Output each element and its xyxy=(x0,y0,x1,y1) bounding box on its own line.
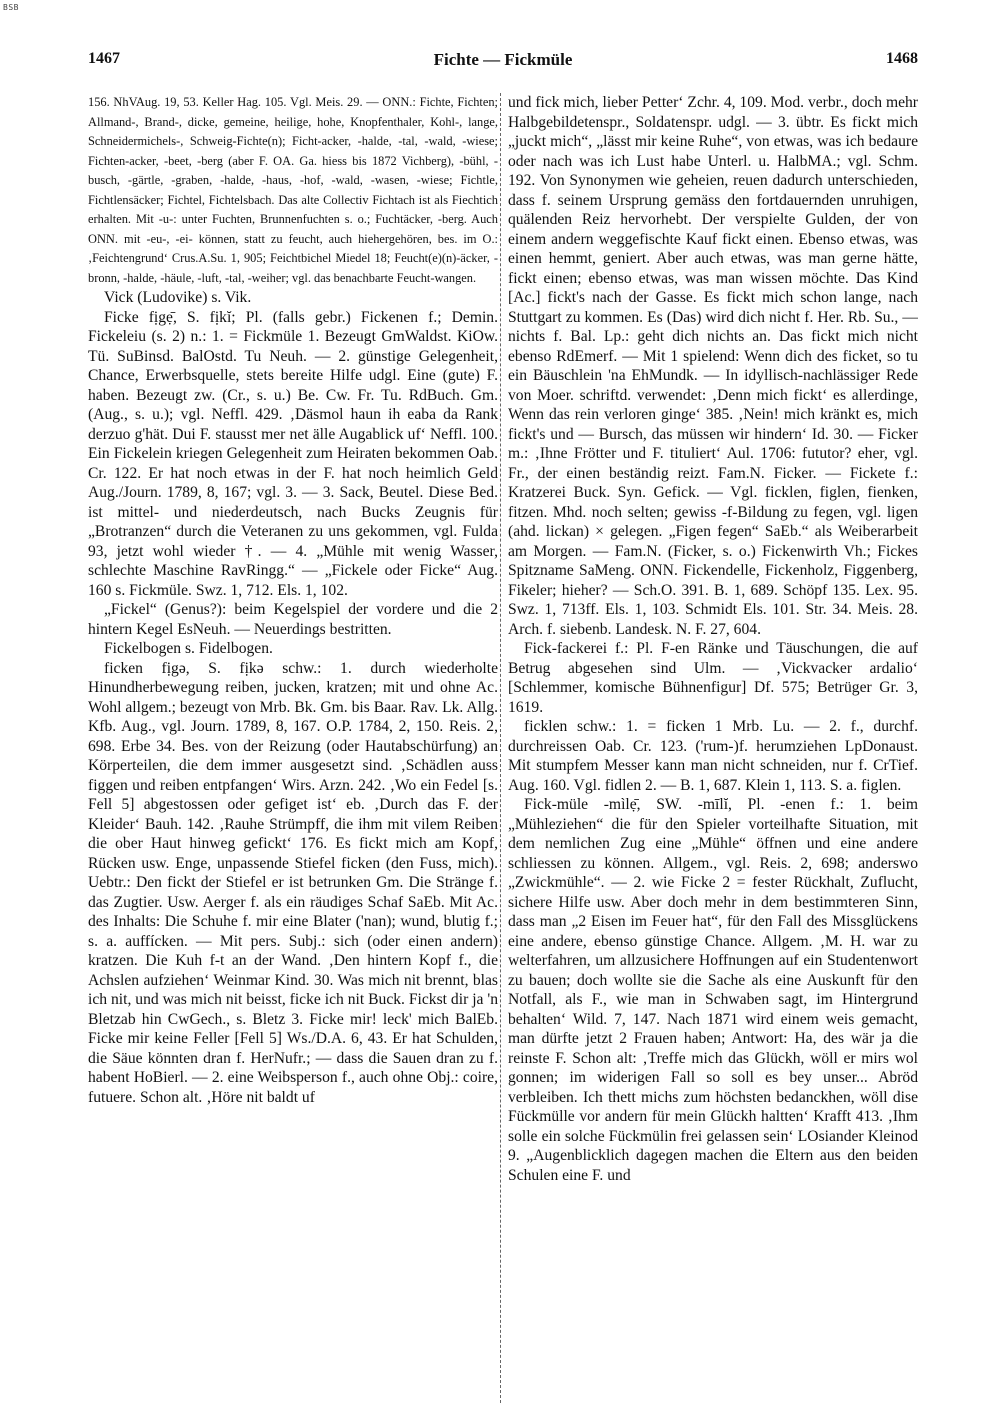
dictionary-entry: Ficke fịgẹ̄, S. fịkĭ; Pl. (falls gebr.) Fickenen f.; Demin. Fickeleiu (s. 2) n.: 1. = Fickmüle 1. Bezeugt GmWaldst. KiOw. Tü. SuBinsd. BalOstd. Tu Neuh. — 2. günstige Gelegenheit, Chance, Erwerbsquelle, stets bereite Hilfe udgl. Eine (gute) F. haben. Bezeugt zw. (Cr., s. u.) Be. Cw. Fr. Tu. RdBuch. Gm. (Aug., s. u.); vgl. Neffl. 429. ‚Däsmol haun ih eaba da Rank derzuo g'hät. Dui F. stausst mer net älle Augablick uf‘ Neffl. 100. Ein Fickelein kriegen Gelegenheit zum Heiraten bekommen Oab. Cr. 122. Er hat noch etwas in der F. hat noch heimlich Geld Aug./Journ. 1789, 8, 167; vgl. 3. — 3. Sack, Beutel. Diese Bed. ist mittel- und niederdeutsch, nach Bucks Zeugnis für „Brotranzen“ durch die Veteranen zu uns gekommen, vgl. Fulda 93, jetzt wohl wieder †. — 4. „Mühle mit wenig Wasser, schlechte Maschine RavRingg.“ — „Fickele oder Ficke“ Aug. 160 s. Fickmüle. Swz. 1, 712. Els. 1, 102. xyxy=(88,308,498,599)
dictionary-entry: ficklen schw.: 1. = ficken 1 Mrb. Lu. — 2. f., durchf. durchreissen Oab. Cr. 123. ('rum-)f. herumziehen LpDonaust. Mit stumpfem Messer kann man nicht schneiden, nur f. CrTief. Aug. 160. Vgl. fidlen 2. — B. 1, 687. Klein 1, 113. S. a. figlen. xyxy=(508,718,918,794)
left-column xyxy=(88,93,498,1403)
dictionary-entry: Fick-fackerei f.: Pl. F-en Ränke und Täuschungen, die auf Betrug abgesehen sind Ulm. — ‚Vickvacker ardalio‘ [Schlemmer, komische Bühnenfigur] Df. 575; Betrüger Gr. 3, 1619. xyxy=(508,640,918,716)
library-stamp: BSB xyxy=(3,3,19,12)
running-title: Fichte — Fickmüle xyxy=(433,50,573,69)
dictionary-entry: Fick-müle -mìlẹ̄, SW. -mīlĭ, Pl. -enen f.: 1. beim „Mühleziehen“ die für den Spieler vorteilhafte Situation, mit dem nemlichen Zug eine „Mühle“ öffnen und eine andere schliessen zu können. Allgem., vgl. Reis. 2, 698; anderswo „Zwickmühle“. — 2. wie Ficke 2 = fester Rückhalt, Zuflucht, sichere Hilfe usw. Aber doch mehr in dem bestimmteren Sinn, dass man „2 Eisen im Feuer hat“, für den Fall des Missglückens eine andere, ebenso günstige Chance. Allgem. ‚M. H. war zu welterfahren, um allzusichere Hoffnungen auf ein Studentenwort zu bauen; doch wollte sie die Sache als eine Auskunft für den Notfall, als F., wie man in Schwaben sagt, im Hintergrund behalten‘ Wild. 7, 147. Nach 1871 wird einem weis gemacht, man dürfte jetzt 2 Frauen haben; Antwort: Ha, des wär ja die reinste F. Schon alt: ‚Treffe mich das Glückh, wöll er mirs wol gonnen; im widerigen Fall so soll es bey unser... Abröd verbleiben. Ich thett michs zum höchsten bedanckhen, wöll dise Fückmülle vor andern für mein Glückh haltten‘ Krafft 413. ‚Ihm solle ein solche Fückmülin frei gelassen sein‘ LOsiander Kleinod 9. „Augenblicklich dagegen machen die Eltern aus den beiden Schulen eine F. und xyxy=(508,796,918,1184)
dictionary-entry: Fickelbogen s. Fidelbogen. xyxy=(104,640,273,657)
dictionary-entry: „Fickel“ (Genus?): beim Kegelspiel der vordere und die 2 hintern Kegel EsNeuh. — Neuerdings bestritten. xyxy=(88,601,498,638)
column-divider xyxy=(500,93,501,1403)
page-header xyxy=(88,50,918,74)
right-column xyxy=(508,93,918,1403)
dictionary-entry: und fick mich, lieber Petter‘ Zchr. 4, 109. Mod. verbr., doch mehr Halbgebildetenspr., Soldatenspr. udgl. — 3. übtr. Es fickt mich „juckt mich“, „lässt mir keine Ruhe“, von etwas, was ich bedaure oder nach was ich Lust habe Unterl. u. HalbMA.; vgl. Schm. 192. Von Synonymen wie geheien, reuen dadurch unterschieden, dass f. seinem Ursprung gemäss den fortdauernden unruhigen, quälenden Reiz hervorhebt. Der verspielte Gulden, der von einem andern weggefischte Kauf fickt einen. Ebenso etwas, was einen hemmt, geniert. Aber auch etwas, was man gerne hätte, fickt einen; ebenso etwas, was man wissen möchte. Das Kind [Ac.] fickt's nach der Gasse. Es fickt mich schon lange, nach Stuttgart zu kommen. Es (Das) wird dich nicht f. Her. Rb. Su., — nichts f. Bal. Lp.: geht dich nichts an. Das fickt mich nicht ebenso RdEmerf. — Mit 1 spielend: Wenn dich des ficket, so tu ein Bäuschlein 'na EhMundk. — In idyllisch-nachlässiger Rede von Moer. schriftd. verwendet: ‚Denn mich fickt‘ es allerdinge, Wenn das rein verloren ginge‘ 385. ‚Nein! mich kränkt es, mich fickt's und — Bursch, das müssen wir hindern‘ Id. 30. — Ficker m.: ‚Ihne Frötter und F. tituliert‘ Aul. 1706: fututor? eher, vgl. Fr., der einen beständig reizt. Fam.N. Ficker. — Fickete f.: Kratzerei Buck. Syn. Gefick. — Vgl. ficklen, figlen, fienken, fitzen. Mhd. noch selten; gewiss -f-Bildung zu fegen, vgl. ligen (ahd. lickan) × gelegen. „Figen fegen“ SaEb.“ als Weiberarbeit am Morgen. — Fam.N. (Ficker, s. o.) Fickenwirth Vh.; Fickes Spitzname SaMeng. ONN. Fickendelle, Fickenholz, Figgenberg, Fikeler; hieher? — Sch.O. 391. B. 1, 689. Schöpf 135. Lex. 95. Swz. 1, 713ff. Els. 1, 103. Schmidt Els. 101. Str. 34. Meis. 28. Arch. f. siebenb. Landesk. N. F. 27, 604. xyxy=(508,94,918,638)
left-page-number: 1467 xyxy=(88,50,120,67)
dictionary-entry: 156. NhVAug. 19, 53. Keller Hag. 105. Vgl. Meis. 29. — ONN.: Fichte, Fichten; Allmand-, Brand-, dicke, gemeine, heilige, hohe, Knopfenthaler, Kohl-, lange, Schneidermichels-, Schweig-Fichte(n); Ficht-acker, -halde, -tal, -wald, -wiese; Fichten-acker, -beet, -berg (aber F. OA. Ga. hiess bis 1872 Vichberg), -bühl, -busch, -gärtle, -graben, -halde, -haus, -hof, -wald, -wasen, -wiese; Fichtle, Fichtlensäcker; Fichtel, Fichtelsbach. Das alte Collectiv Fichtach ist als Fiechtich erhalten. Mit -u-: unter Fuchten, Brunnenfuchten s. o.; Fuchtäcker, -berg. Auch ONN. mit -eu-, -ei- können, statt zu feucht, auch hiehergehören, bes. im O.: ‚Feichtengrund‘ Crus.A.Su. 1, 905; Feichtbichel Miedel 18; Feucht(e)(n)-äcker, -bronn, -halde, -häule, -luft, -tal, -weiher; vgl. das benachbarte Feucht-wangen. xyxy=(88,95,498,285)
dictionary-entry: Vick (Ludovike) s. Vik. xyxy=(104,289,252,306)
dictionary-entry: ficken fịgə, S. fịkə schw.: 1. durch wiederholte Hinundherbewegung reiben, jucken, kratzen; mit und ohne Ac. Wohl allgem.; bezeugt von Mrb. Bk. Gm. bis Baar. Rav. Lk. Allg. Kfb. Aug., vgl. Journ. 1789, 8, 167. O.P. 1784, 2, 150. Reis. 2, 698. Erbe 34. Bes. von der Reizung (oder Hautabschürfung) an Körperteilen, die dem immer ausgesetzt sind. ‚Schädlen auss figgen und reiben entpfangen‘ Wirs. Arzn. 242. ‚Wo ein Fedel [s. Fell 5] abgestossen oder gefiget ist‘ eb. ‚Durch das F. der Kleider‘ Bauh. 142. ‚Rauhe Strümpff, die ihm mit vilem Reiben die ober Haut hinweg gefickt‘ 176. Es fickt mich am Kopf, Rücken usw. Enge, unpassende Stiefel ficken (den Fuss, mich). Uebtr.: Den fickt der Stiefel er ist betrunken Gm. Die Stränge f. das Zugtier. Usw. Aerger f. als ein räudiges Schaf SaEb. Mit Ac. des Inhalts: Die Schuhe f. mir eine Blater ('nan); wund, blutig f.; s. a. auffícken. — Mit pers. Subj.: sich (oder einen andern) kratzen. Die Kuh f-t an der Wand. ‚Den hintern Kopf f., die Achslen aufziehen‘ Weinmar Kind. 30. Was mich nit brennt, blas ich nit, und was mich nit beisst, ficke ich nit Buck. Fickst dir ja 'n Bletzab hin CwGech., s. Bletz 3. Ficke mir! leck' mich BalEb. Ficke mir keine Feller [Fell 5] Ws./D.A. 6, 43. Er hat Schulden, die Säue könnten dran f. HerNufr.; — dass die Sauen dran zu f. habent HoBierl. — 2. eine Weibsperson f., auch ohne Obj.: coire, futuere. Schon alt. ‚Höre nit baldt uf xyxy=(88,659,498,1106)
right-page-number: 1468 xyxy=(886,50,918,67)
